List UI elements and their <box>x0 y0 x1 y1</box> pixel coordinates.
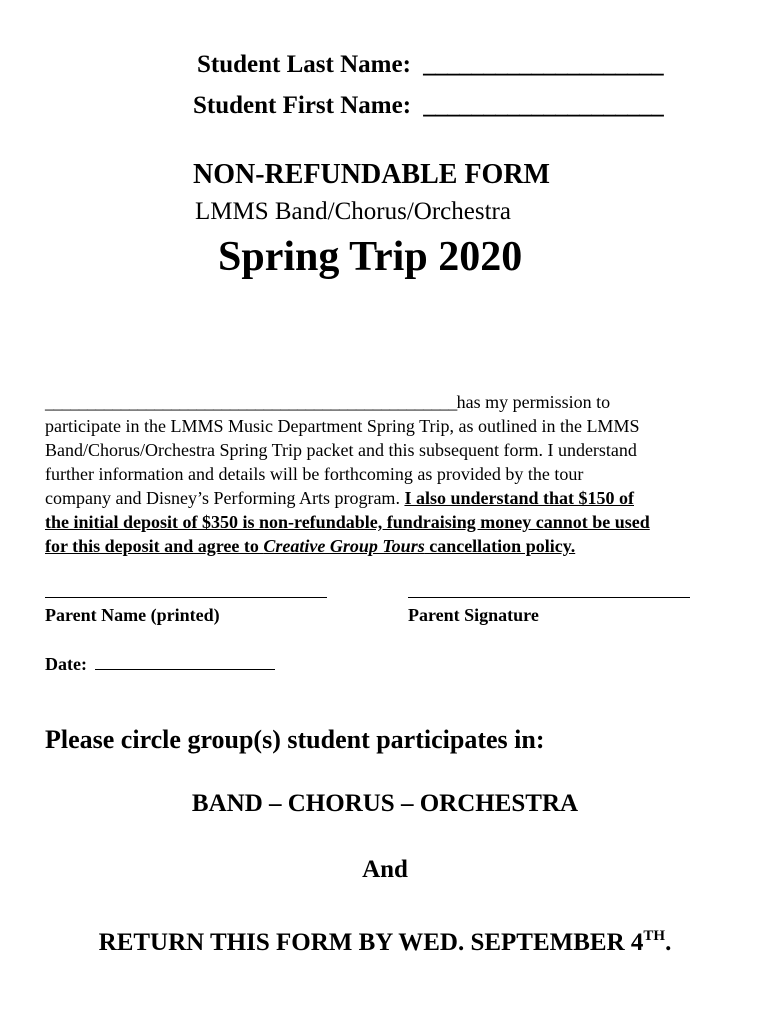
non-refundable-notice-3 <box>45 534 725 558</box>
permission-text-1: has my permission to <box>456 392 611 412</box>
student-first-name-label: Student First Name: <box>193 92 412 119</box>
permission-line-2: participate in the LMMS Music Department Spring Trip, as outlined in the LMMS <box>45 416 640 436</box>
return-deadline-suffix: TH <box>643 928 666 944</box>
date-label: Date: <box>45 654 87 674</box>
non-refundable-notice-1: I also understand that $150 of <box>404 488 634 508</box>
return-deadline-end: . <box>665 929 672 956</box>
form-type-heading: NON-REFUNDABLE FORM <box>193 159 550 190</box>
group-selection-heading: Please circle group(s) student participates in: <box>45 725 545 754</box>
group-options[interactable]: BAND – CHORUS – ORCHESTRA <box>191 790 579 817</box>
permission-line-4: further information and details will be forthcoming as provided by the tour <box>45 464 584 484</box>
return-deadline-text: RETURN THIS FORM BY WED. SEPTEMBER 4 <box>98 929 644 956</box>
student-last-name-field[interactable]: ____________________ <box>423 51 664 78</box>
permission-paragraph <box>45 390 725 558</box>
student-first-name-field[interactable]: ____________________ <box>423 92 664 119</box>
student-last-name-row <box>197 50 663 80</box>
date-field[interactable] <box>95 652 275 670</box>
student-last-name-label: Student Last Name: <box>197 51 411 78</box>
parent-signature-field[interactable] <box>408 597 690 598</box>
parent-name-label: Parent Name (printed) <box>45 605 220 625</box>
permission-line-3: Band/Chorus/Orchestra Spring Trip packet and this subsequent form. I understand <box>45 440 637 460</box>
notice-text-b: cancellation policy. <box>424 536 576 556</box>
trip-title: Spring Trip 2020 <box>218 234 523 280</box>
tour-company-name: Creative Group Tours <box>263 536 425 556</box>
permission-line-1 <box>45 390 725 414</box>
program-heading: LMMS Band/Chorus/Orchestra <box>195 198 511 225</box>
permission-line-5 <box>45 486 725 510</box>
return-deadline <box>0 920 770 959</box>
date-row <box>45 652 275 675</box>
non-refundable-notice-2: the initial deposit of $350 is non-refundable, fundraising money cannot be used <box>45 512 650 532</box>
notice-text-a: for this deposit and agree to <box>45 536 264 556</box>
and-text: And <box>362 856 408 883</box>
student-first-name-row <box>193 91 663 121</box>
student-name-blank[interactable]: _________________________________________________ <box>45 392 457 412</box>
parent-name-field[interactable] <box>45 597 327 598</box>
permission-text-5: company and Disney’s Performing Arts program. <box>45 488 405 508</box>
parent-signature-label: Parent Signature <box>408 605 539 625</box>
